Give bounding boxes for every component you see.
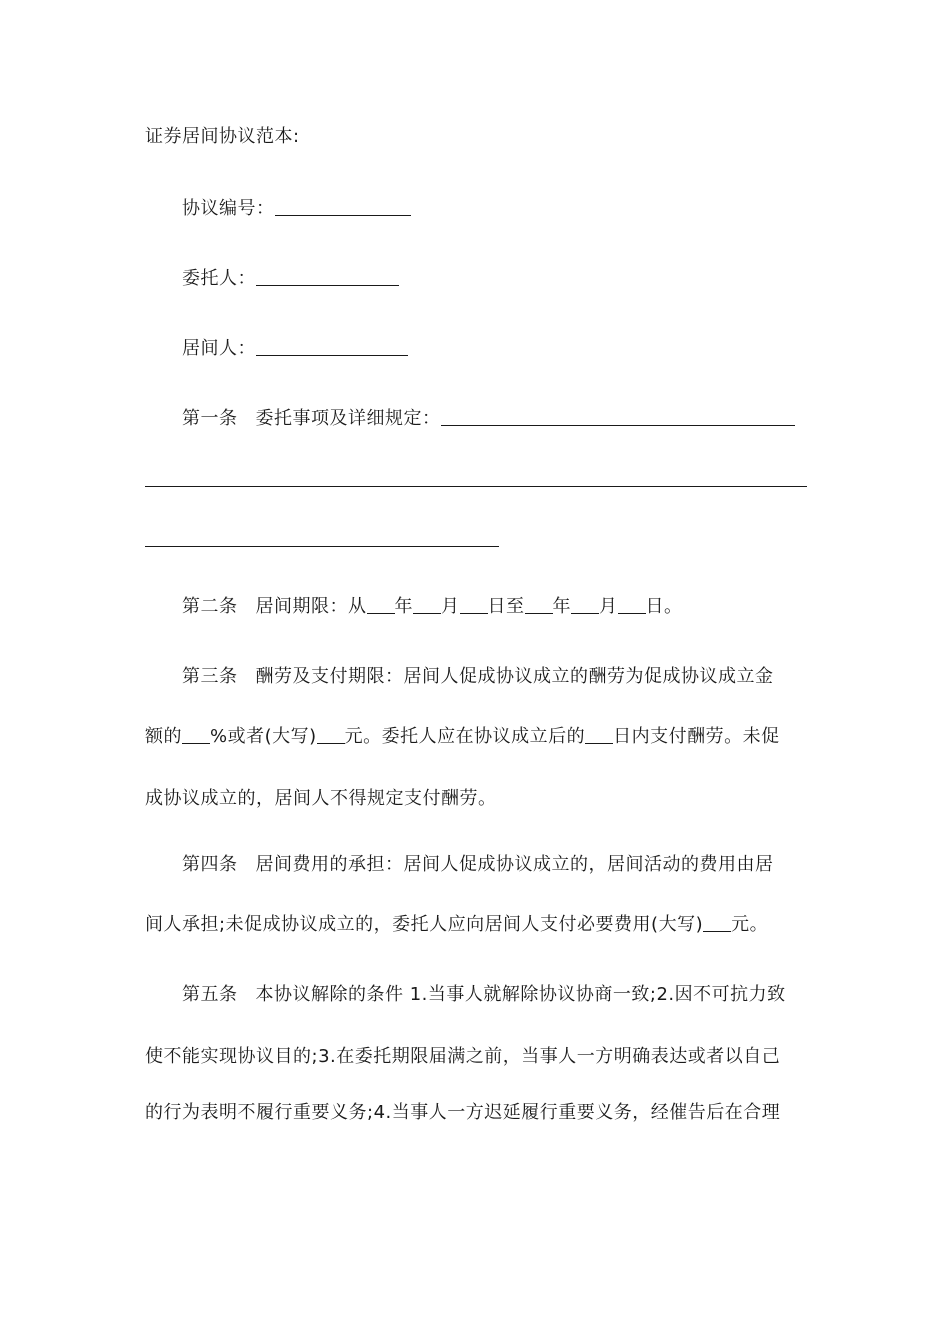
article-5-row-2 (145, 1042, 807, 1072)
article-2-text: 居间期限：从 (255, 596, 367, 617)
year-label-2: 年 (552, 596, 571, 617)
agreement-no-blank (275, 195, 411, 216)
article-1-blank-line-2 (145, 486, 807, 487)
end-month-blank (571, 593, 599, 614)
article-3-row-3 (145, 784, 807, 814)
article-5-row-3 (145, 1098, 807, 1128)
intermediary-row (182, 334, 807, 364)
document-title (145, 122, 807, 152)
agreement-no-row (182, 194, 807, 224)
article-3-text-d: 日内支付酬劳。未促 (613, 726, 780, 747)
article-5-line-2: 使不能实现协议目的;3.在委托期限届满之前，当事人一方明确表达或者以自己 (145, 1046, 781, 1067)
start-month-blank (413, 593, 441, 614)
article-5-row-1 (182, 980, 807, 1010)
start-day-blank (460, 593, 488, 614)
article-1-text: 委托事项及详细规定： (255, 408, 441, 429)
article-4-row-2 (145, 910, 807, 940)
article-3-label: 第三条 (182, 666, 238, 687)
article-1-row (182, 404, 807, 434)
day-to-label: 日至 (487, 596, 525, 617)
article-4-row-1 (182, 850, 807, 880)
article-3-line-3: 成协议成立的，居间人不得规定支付酬劳。 (145, 788, 497, 809)
percent-blank (182, 723, 210, 744)
article-2-label: 第二条 (182, 596, 238, 617)
article-1-blank-line-3 (145, 546, 499, 547)
article-5-line-1: 本协议解除的条件 1.当事人就解除协议协商一致;2.因不可抗力致 (255, 984, 786, 1005)
article-5-label: 第五条 (182, 984, 238, 1005)
intermediary-label: 居间人： (182, 338, 256, 359)
year-label: 年 (394, 596, 413, 617)
article-3-text-b: %或者(大写) (210, 726, 317, 747)
day-end-label: 日。 (645, 596, 683, 617)
agreement-no-label: 协议编号： (182, 198, 275, 219)
principal-blank (256, 265, 399, 286)
start-year-blank (367, 593, 395, 614)
expense-blank (703, 911, 731, 932)
article-4-line-1: 居间费用的承担：居间人促成协议成立的，居间活动的费用由居 (255, 854, 774, 875)
article-4-text-b: 元。 (731, 914, 769, 935)
days-blank (585, 723, 613, 744)
article-3-text-a: 额的 (145, 726, 182, 747)
article-3-row-2 (145, 722, 807, 752)
article-1-label: 第一条 (182, 408, 238, 429)
intermediary-blank (256, 335, 408, 356)
month-label-2: 月 (599, 596, 618, 617)
article-4-text-a: 间人承担;未促成协议成立的，委托人应向居间人支付必要费用(大写) (145, 914, 704, 935)
article-4-label: 第四条 (182, 854, 238, 875)
amount-blank (317, 723, 345, 744)
article-5-line-3: 的行为表明不履行重要义务;4.当事人一方迟延履行重要义务，经催告后在合理 (145, 1102, 781, 1123)
principal-label: 委托人： (182, 268, 256, 289)
article-3-row-1 (182, 662, 807, 692)
end-day-blank (618, 593, 646, 614)
principal-row (182, 264, 807, 294)
article-1-blank (441, 405, 795, 426)
article-3-line-1: 酬劳及支付期限：居间人促成协议成立的酬劳为促成协议成立金 (255, 666, 774, 687)
end-year-blank (525, 593, 553, 614)
month-label: 月 (441, 596, 460, 617)
title-text: 证券居间协议范本: (145, 126, 300, 147)
article-2-row (182, 592, 807, 622)
article-3-text-c: 元。委托人应在协议成立后的 (344, 726, 586, 747)
